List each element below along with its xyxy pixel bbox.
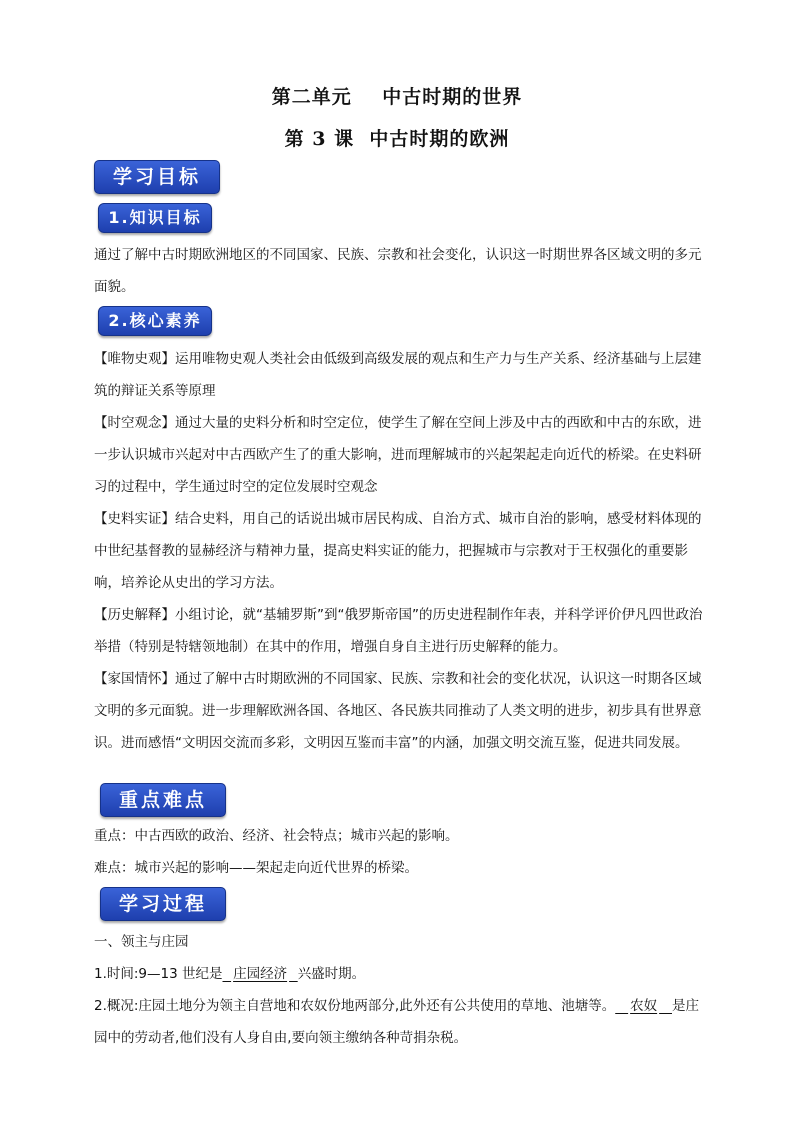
core-item-spacetime: 【时空观念】通过大量的史料分析和时空定位，使学生了解在空间上涉及中古的西欧和中古的东欧，进一步认识城市兴起对中古西欧产生了的重大影响，进而理解城市的兴起架起走向近代的桥梁。在史料研习的过程中，学生通过时空的定位发展时空观念 bbox=[94, 415, 702, 495]
item1-suffix: 兴盛时期。 bbox=[297, 966, 366, 982]
difficult-point-text: 难点：城市兴起的影响——架起走向近代世界的桥梁。 bbox=[94, 860, 418, 876]
learning-goals-tag: 学习目标 bbox=[94, 160, 220, 194]
item1-answer-blank: 庄园经济 bbox=[233, 966, 288, 982]
core-item-evidence: 【史料实证】结合史料，用自己的话说出城市居民构成、自治方式、城市自治的影响，感受材料体现的中世纪基督教的显赫经济与精神力量，提高史料实证的能力，把握城市与宗教对于王权强化的重要影响，培养论从史出的学习方法。 bbox=[94, 511, 702, 591]
item2-prefix: 2.概况:庄园土地分为领主自营地和农奴份地两部分,此外还有公共使用的草地、池塘等。 bbox=[94, 998, 616, 1014]
knowledge-paragraph bbox=[94, 239, 706, 303]
core-item-patriotism: 【家国情怀】通过了解中古时期欧洲的不同国家、民族、宗教和社会的变化状况，认识这一时期各区域文明的多元面貌。进一步理解欧洲各国、各地区、各民族共同推动了人类文明的进步，初步具有世界意识。进而感悟“文明因交流而多彩，文明因互鉴而丰富”的内涵，加强文明交流互鉴，促进共同发展。 bbox=[94, 671, 702, 751]
unit-title: 第二单元 中古时期的世界 bbox=[271, 86, 523, 108]
core-literacy-list bbox=[94, 343, 706, 759]
learning-process-tag: 学习过程 bbox=[100, 887, 226, 921]
core-item-interpretation: 【历史解释】小组讨论，就“基辅罗斯”到“俄罗斯帝国”的历史进程制作年表，并科学评价伊凡四世政治举措（特别是特辖领地制）在其中的作用，增强自身自主进行历史解释的能力。 bbox=[94, 607, 703, 655]
process-item-time bbox=[94, 958, 706, 990]
lesson-title: 第 3 课 中古时期的欧洲 bbox=[284, 128, 510, 150]
item2-answer-blank: 农奴 bbox=[630, 998, 658, 1014]
core-item-materialism: 【唯物史观】运用唯物史观人类社会由低级到高级发展的观点和生产力与生产关系、经济基础与上层建筑的辩证关系等原理 bbox=[94, 351, 702, 399]
core-literacy-tag: 2.核心素养 bbox=[98, 306, 212, 336]
learning-process-block bbox=[94, 926, 706, 1054]
process-heading: 一、领主与庄园 bbox=[94, 934, 189, 950]
process-item-overview bbox=[94, 990, 706, 1054]
key-point-text: 重点：中古西欧的政治、经济、社会特点；城市兴起的影响。 bbox=[94, 828, 459, 844]
key-points-block bbox=[94, 820, 706, 884]
item2-suffix: 是庄园中的劳动者,他们没有人身自由,要向领主缴纳各种苛捐杂税。 bbox=[94, 998, 699, 1046]
key-difficult-points-tag: 重点难点 bbox=[100, 783, 226, 817]
knowledge-text: 通过了解中古时期欧洲地区的不同国家、民族、宗教和社会变化，认识这一时期世界各区域文明的多元面貌。 bbox=[94, 247, 702, 295]
knowledge-goals-tag: 1.知识目标 bbox=[98, 203, 212, 233]
item1-prefix: 1.时间:9—13 世纪是 bbox=[94, 966, 223, 982]
